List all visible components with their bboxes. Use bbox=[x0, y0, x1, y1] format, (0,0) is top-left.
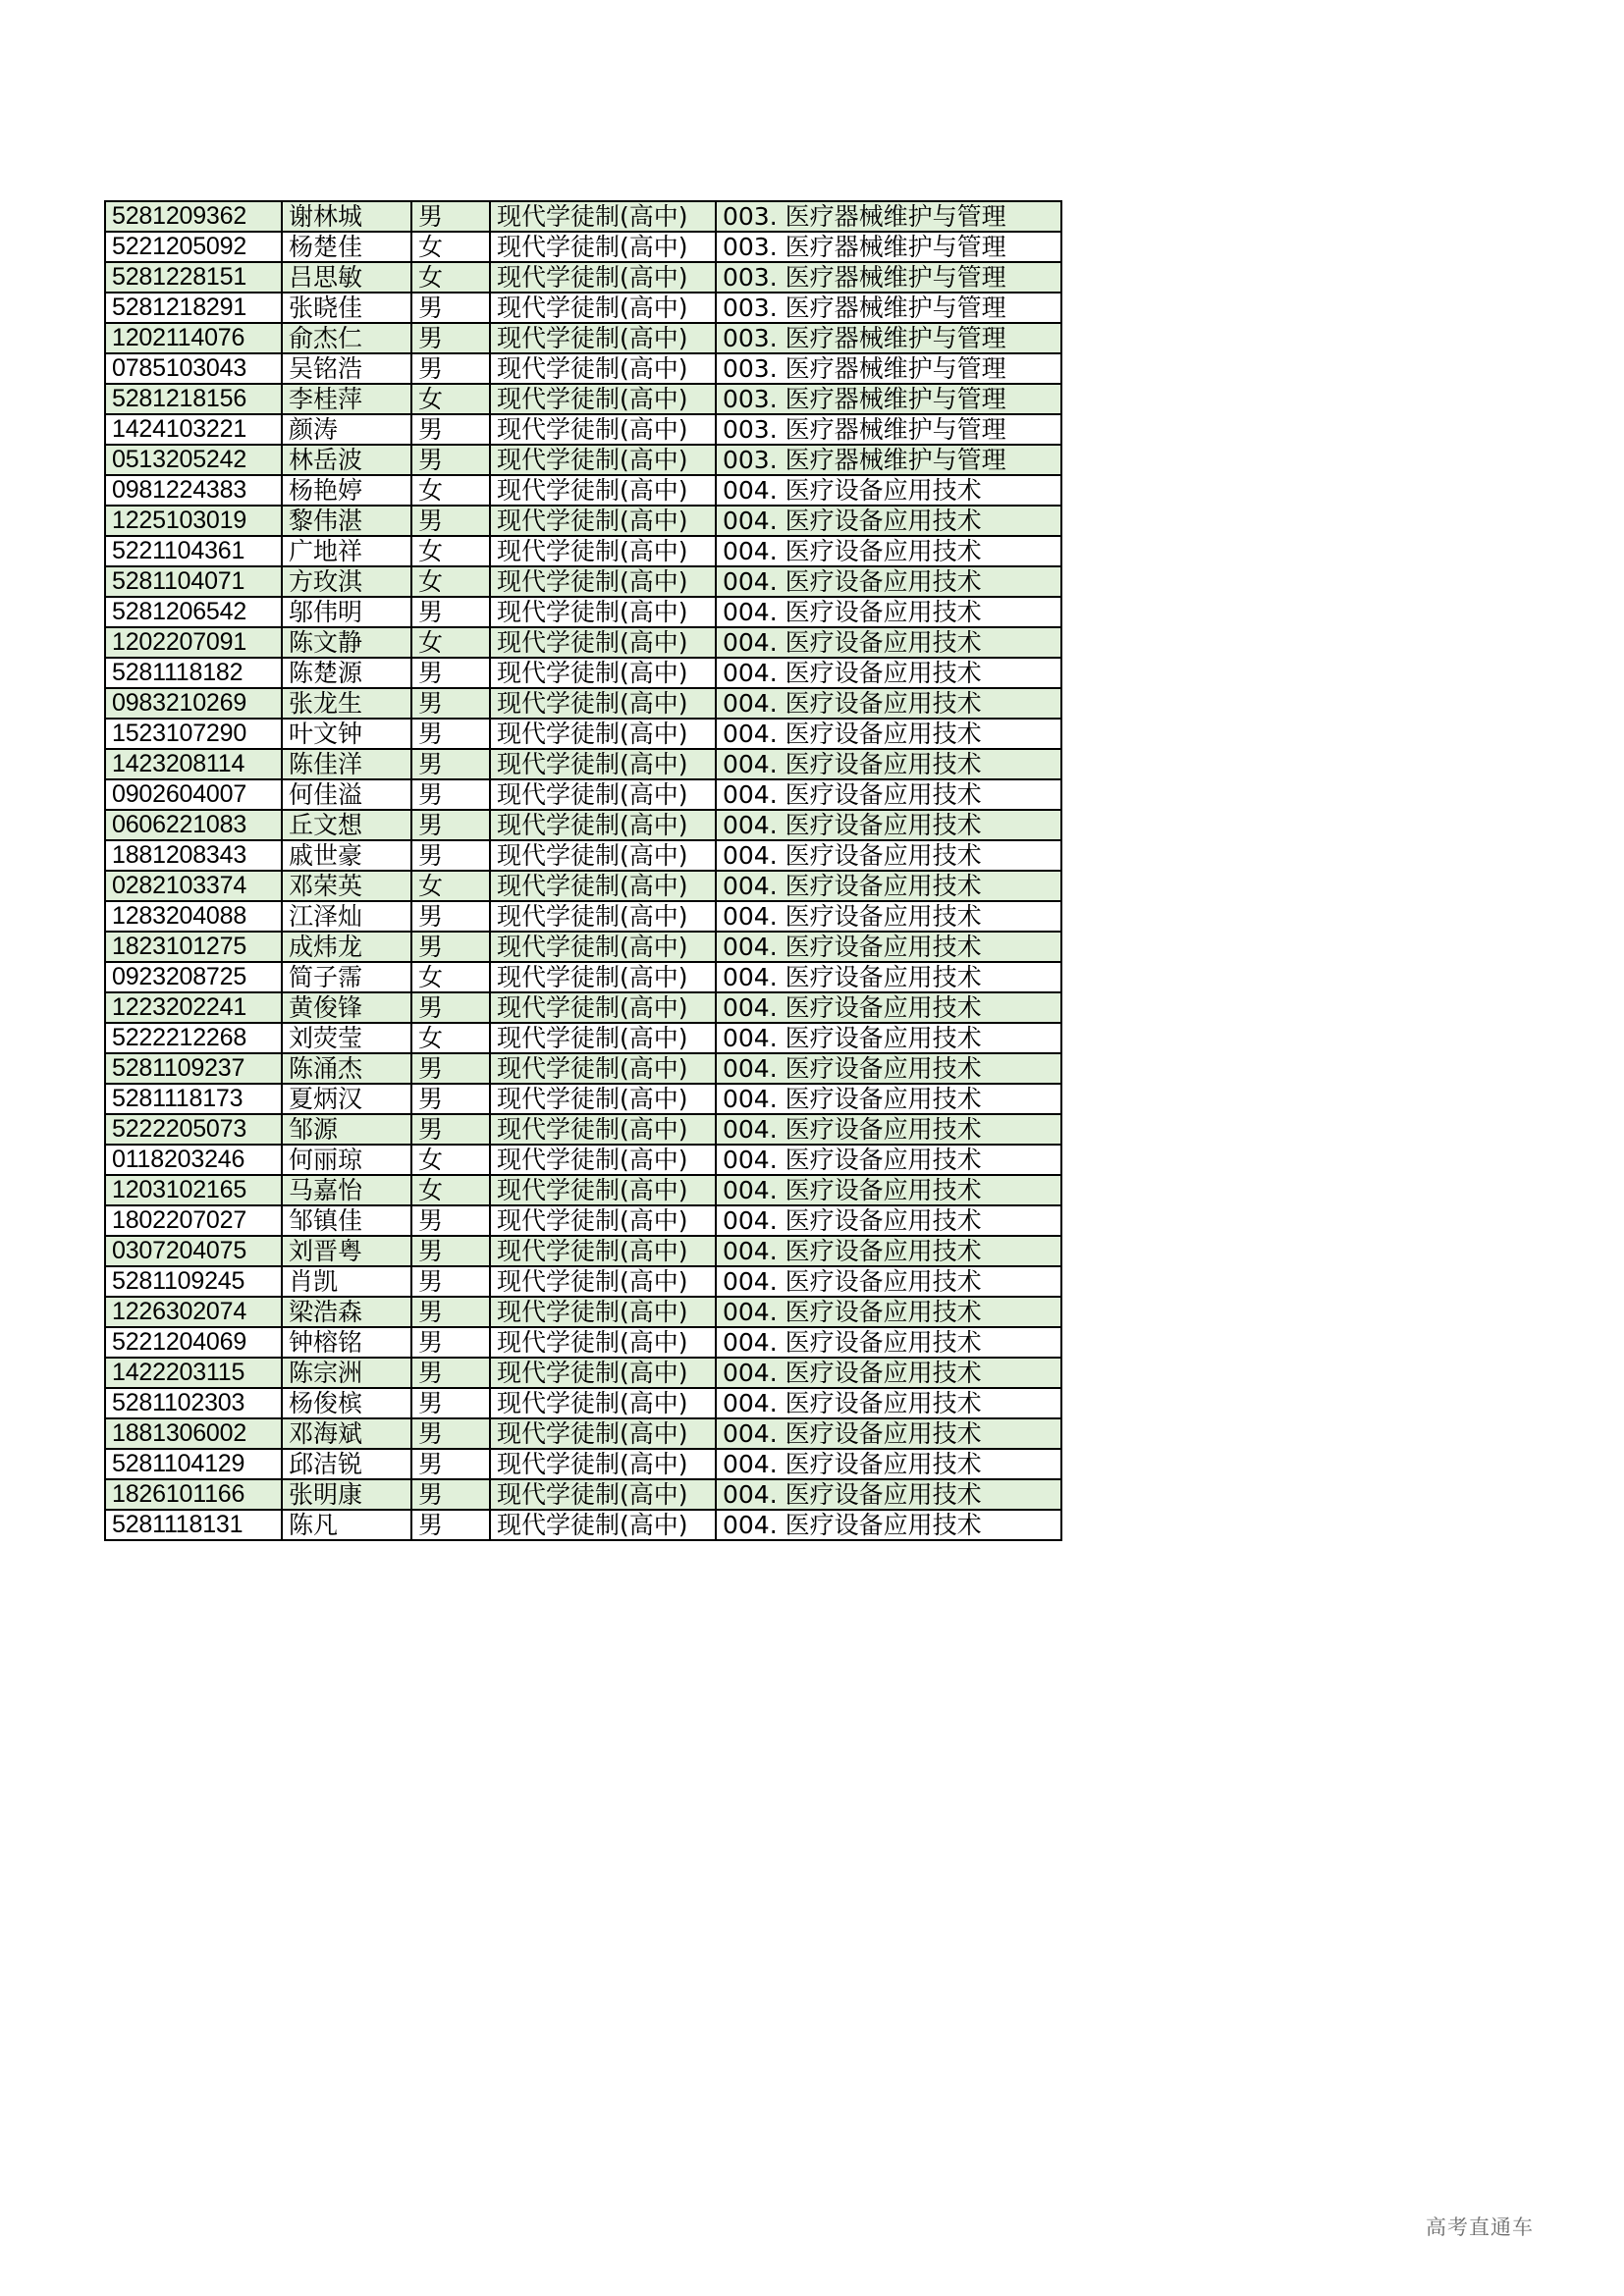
cell-admission-type: 现代学徒制(高中) bbox=[490, 293, 716, 323]
cell-candidate-name: 颜涛 bbox=[282, 414, 411, 445]
cell-candidate-name: 陈楚源 bbox=[282, 658, 411, 688]
cell-admission-type: 现代学徒制(高中) bbox=[490, 810, 716, 840]
cell-candidate-id: 0606221083 bbox=[105, 810, 282, 840]
cell-admission-type: 现代学徒制(高中) bbox=[490, 1084, 716, 1114]
cell-candidate-name: 叶文钟 bbox=[282, 719, 411, 749]
table-row bbox=[105, 536, 1061, 566]
table-row bbox=[105, 1388, 1061, 1418]
cell-candidate-id: 1881208343 bbox=[105, 840, 282, 871]
cell-admission-type: 现代学徒制(高中) bbox=[490, 1510, 716, 1540]
cell-major: 004. 医疗设备应用技术 bbox=[716, 719, 1061, 749]
cell-major: 003. 医疗器械维护与管理 bbox=[716, 445, 1061, 475]
cell-candidate-name: 陈佳洋 bbox=[282, 749, 411, 779]
cell-major: 004. 医疗设备应用技术 bbox=[716, 1114, 1061, 1145]
table-row bbox=[105, 932, 1061, 962]
table-row bbox=[105, 1266, 1061, 1297]
table-row bbox=[105, 719, 1061, 749]
cell-major: 004. 医疗设备应用技术 bbox=[716, 536, 1061, 566]
table-row bbox=[105, 627, 1061, 658]
cell-major: 003. 医疗器械维护与管理 bbox=[716, 414, 1061, 445]
cell-admission-type: 现代学徒制(高中) bbox=[490, 384, 716, 414]
cell-candidate-name: 杨艳婷 bbox=[282, 475, 411, 506]
cell-major: 004. 医疗设备应用技术 bbox=[716, 1297, 1061, 1327]
cell-major: 003. 医疗器械维护与管理 bbox=[716, 262, 1061, 293]
cell-gender: 男 bbox=[411, 597, 490, 627]
cell-candidate-id: 5281218156 bbox=[105, 384, 282, 414]
cell-candidate-name: 成炜龙 bbox=[282, 932, 411, 962]
cell-major: 004. 医疗设备应用技术 bbox=[716, 962, 1061, 992]
cell-major: 004. 医疗设备应用技术 bbox=[716, 779, 1061, 810]
cell-candidate-id: 1523107290 bbox=[105, 719, 282, 749]
cell-admission-type: 现代学徒制(高中) bbox=[490, 658, 716, 688]
cell-candidate-name: 马嘉怡 bbox=[282, 1175, 411, 1205]
table-row bbox=[105, 901, 1061, 932]
cell-candidate-id: 0307204075 bbox=[105, 1236, 282, 1266]
cell-admission-type: 现代学徒制(高中) bbox=[490, 992, 716, 1023]
cell-candidate-id: 1223202241 bbox=[105, 992, 282, 1023]
table-body bbox=[105, 201, 1061, 1540]
table-row bbox=[105, 1145, 1061, 1175]
cell-candidate-name: 夏炳汉 bbox=[282, 1084, 411, 1114]
cell-gender: 男 bbox=[411, 1236, 490, 1266]
cell-major: 003. 医疗器械维护与管理 bbox=[716, 232, 1061, 262]
cell-major: 003. 医疗器械维护与管理 bbox=[716, 293, 1061, 323]
cell-admission-type: 现代学徒制(高中) bbox=[490, 627, 716, 658]
cell-gender: 男 bbox=[411, 779, 490, 810]
cell-gender: 男 bbox=[411, 1418, 490, 1449]
cell-gender: 男 bbox=[411, 323, 490, 353]
cell-gender: 男 bbox=[411, 1388, 490, 1418]
cell-candidate-id: 0513205242 bbox=[105, 445, 282, 475]
cell-candidate-name: 刘荧莹 bbox=[282, 1023, 411, 1053]
table-row bbox=[105, 384, 1061, 414]
cell-candidate-name: 张明康 bbox=[282, 1479, 411, 1510]
table-row bbox=[105, 1236, 1061, 1266]
cell-admission-type: 现代学徒制(高中) bbox=[490, 932, 716, 962]
cell-candidate-name: 张晓佳 bbox=[282, 293, 411, 323]
cell-candidate-id: 5281118173 bbox=[105, 1084, 282, 1114]
cell-major: 003. 医疗器械维护与管理 bbox=[716, 323, 1061, 353]
cell-major: 004. 医疗设备应用技术 bbox=[716, 1358, 1061, 1388]
cell-gender: 女 bbox=[411, 232, 490, 262]
cell-candidate-name: 吕思敏 bbox=[282, 262, 411, 293]
cell-gender: 男 bbox=[411, 810, 490, 840]
cell-admission-type: 现代学徒制(高中) bbox=[490, 1266, 716, 1297]
cell-candidate-id: 5281118182 bbox=[105, 658, 282, 688]
cell-candidate-id: 1226302074 bbox=[105, 1297, 282, 1327]
table-row bbox=[105, 688, 1061, 719]
cell-admission-type: 现代学徒制(高中) bbox=[490, 262, 716, 293]
cell-candidate-id: 0785103043 bbox=[105, 353, 282, 384]
table-row bbox=[105, 871, 1061, 901]
cell-major: 004. 医疗设备应用技术 bbox=[716, 597, 1061, 627]
cell-candidate-id: 0118203246 bbox=[105, 1145, 282, 1175]
cell-candidate-id: 0981224383 bbox=[105, 475, 282, 506]
cell-candidate-id: 1225103019 bbox=[105, 506, 282, 536]
cell-gender: 男 bbox=[411, 1053, 490, 1084]
cell-major: 004. 医疗设备应用技术 bbox=[716, 627, 1061, 658]
table-row bbox=[105, 1479, 1061, 1510]
cell-admission-type: 现代学徒制(高中) bbox=[490, 1388, 716, 1418]
cell-candidate-name: 李桂萍 bbox=[282, 384, 411, 414]
cell-candidate-name: 谢林城 bbox=[282, 201, 411, 232]
cell-candidate-id: 5221104361 bbox=[105, 536, 282, 566]
cell-major: 004. 医疗设备应用技术 bbox=[716, 1327, 1061, 1358]
cell-gender: 男 bbox=[411, 1449, 490, 1479]
cell-major: 004. 医疗设备应用技术 bbox=[716, 475, 1061, 506]
cell-candidate-id: 1823101275 bbox=[105, 932, 282, 962]
table-row bbox=[105, 1449, 1061, 1479]
cell-candidate-id: 1202207091 bbox=[105, 627, 282, 658]
cell-major: 004. 医疗设备应用技术 bbox=[716, 1205, 1061, 1236]
cell-candidate-id: 5281102303 bbox=[105, 1388, 282, 1418]
cell-gender: 女 bbox=[411, 475, 490, 506]
table-row bbox=[105, 1023, 1061, 1053]
cell-gender: 男 bbox=[411, 1297, 490, 1327]
cell-major: 004. 医疗设备应用技术 bbox=[716, 749, 1061, 779]
table-row bbox=[105, 779, 1061, 810]
cell-gender: 男 bbox=[411, 1358, 490, 1388]
cell-major: 004. 医疗设备应用技术 bbox=[716, 1449, 1061, 1479]
cell-gender: 男 bbox=[411, 414, 490, 445]
cell-candidate-id: 5222205073 bbox=[105, 1114, 282, 1145]
cell-candidate-id: 5222212268 bbox=[105, 1023, 282, 1053]
cell-candidate-name: 方玫淇 bbox=[282, 566, 411, 597]
cell-major: 004. 医疗设备应用技术 bbox=[716, 901, 1061, 932]
table-row bbox=[105, 992, 1061, 1023]
cell-candidate-name: 邓海斌 bbox=[282, 1418, 411, 1449]
cell-gender: 男 bbox=[411, 1114, 490, 1145]
cell-candidate-id: 5281206542 bbox=[105, 597, 282, 627]
cell-candidate-name: 刘晋粤 bbox=[282, 1236, 411, 1266]
cell-admission-type: 现代学徒制(高中) bbox=[490, 962, 716, 992]
cell-admission-type: 现代学徒制(高中) bbox=[490, 1479, 716, 1510]
cell-admission-type: 现代学徒制(高中) bbox=[490, 506, 716, 536]
cell-gender: 女 bbox=[411, 962, 490, 992]
table-row bbox=[105, 1175, 1061, 1205]
table-row bbox=[105, 475, 1061, 506]
cell-major: 004. 医疗设备应用技术 bbox=[716, 566, 1061, 597]
cell-admission-type: 现代学徒制(高中) bbox=[490, 1418, 716, 1449]
cell-major: 004. 医疗设备应用技术 bbox=[716, 1145, 1061, 1175]
cell-major: 004. 医疗设备应用技术 bbox=[716, 506, 1061, 536]
cell-gender: 男 bbox=[411, 353, 490, 384]
cell-major: 004. 医疗设备应用技术 bbox=[716, 1479, 1061, 1510]
table-row bbox=[105, 1114, 1061, 1145]
cell-candidate-name: 广地祥 bbox=[282, 536, 411, 566]
cell-candidate-id: 0902604007 bbox=[105, 779, 282, 810]
cell-gender: 女 bbox=[411, 536, 490, 566]
cell-candidate-name: 黄俊锋 bbox=[282, 992, 411, 1023]
cell-admission-type: 现代学徒制(高中) bbox=[490, 232, 716, 262]
table-row bbox=[105, 1205, 1061, 1236]
cell-candidate-id: 0282103374 bbox=[105, 871, 282, 901]
cell-gender: 男 bbox=[411, 840, 490, 871]
table-row bbox=[105, 1053, 1061, 1084]
table-row bbox=[105, 1510, 1061, 1540]
table-row bbox=[105, 201, 1061, 232]
cell-candidate-name: 林岳波 bbox=[282, 445, 411, 475]
cell-candidate-name: 梁浩森 bbox=[282, 1297, 411, 1327]
cell-admission-type: 现代学徒制(高中) bbox=[490, 719, 716, 749]
cell-gender: 女 bbox=[411, 1023, 490, 1053]
cell-major: 004. 医疗设备应用技术 bbox=[716, 1388, 1061, 1418]
cell-admission-type: 现代学徒制(高中) bbox=[490, 353, 716, 384]
cell-major: 004. 医疗设备应用技术 bbox=[716, 1053, 1061, 1084]
cell-admission-type: 现代学徒制(高中) bbox=[490, 1205, 716, 1236]
cell-candidate-id: 1423208114 bbox=[105, 749, 282, 779]
cell-gender: 女 bbox=[411, 871, 490, 901]
cell-admission-type: 现代学徒制(高中) bbox=[490, 1145, 716, 1175]
cell-candidate-id: 5281109237 bbox=[105, 1053, 282, 1084]
cell-candidate-id: 1826101166 bbox=[105, 1479, 282, 1510]
cell-candidate-name: 丘文想 bbox=[282, 810, 411, 840]
cell-gender: 男 bbox=[411, 1205, 490, 1236]
cell-admission-type: 现代学徒制(高中) bbox=[490, 871, 716, 901]
table-row bbox=[105, 658, 1061, 688]
cell-major: 003. 医疗器械维护与管理 bbox=[716, 201, 1061, 232]
cell-major: 004. 医疗设备应用技术 bbox=[716, 932, 1061, 962]
cell-gender: 男 bbox=[411, 992, 490, 1023]
cell-admission-type: 现代学徒制(高中) bbox=[490, 1449, 716, 1479]
table-row bbox=[105, 323, 1061, 353]
cell-major: 004. 医疗设备应用技术 bbox=[716, 1175, 1061, 1205]
cell-admission-type: 现代学徒制(高中) bbox=[490, 901, 716, 932]
cell-gender: 女 bbox=[411, 1145, 490, 1175]
table-row bbox=[105, 1418, 1061, 1449]
cell-gender: 男 bbox=[411, 719, 490, 749]
cell-candidate-name: 邹镇佳 bbox=[282, 1205, 411, 1236]
cell-major: 004. 医疗设备应用技术 bbox=[716, 1023, 1061, 1053]
cell-candidate-id: 5281104129 bbox=[105, 1449, 282, 1479]
cell-admission-type: 现代学徒制(高中) bbox=[490, 1327, 716, 1358]
cell-major: 004. 医疗设备应用技术 bbox=[716, 992, 1061, 1023]
cell-candidate-name: 俞杰仁 bbox=[282, 323, 411, 353]
cell-candidate-name: 吴铭浩 bbox=[282, 353, 411, 384]
table-row bbox=[105, 810, 1061, 840]
cell-admission-type: 现代学徒制(高中) bbox=[490, 597, 716, 627]
table-row bbox=[105, 1327, 1061, 1358]
cell-candidate-name: 陈文静 bbox=[282, 627, 411, 658]
cell-major: 004. 医疗设备应用技术 bbox=[716, 1236, 1061, 1266]
cell-gender: 男 bbox=[411, 1084, 490, 1114]
cell-candidate-name: 杨俊槟 bbox=[282, 1388, 411, 1418]
cell-candidate-name: 邱洁锐 bbox=[282, 1449, 411, 1479]
cell-admission-type: 现代学徒制(高中) bbox=[490, 566, 716, 597]
cell-candidate-id: 5281218291 bbox=[105, 293, 282, 323]
cell-candidate-name: 黎伟湛 bbox=[282, 506, 411, 536]
table-row bbox=[105, 445, 1061, 475]
cell-admission-type: 现代学徒制(高中) bbox=[490, 1023, 716, 1053]
cell-major: 004. 医疗设备应用技术 bbox=[716, 688, 1061, 719]
cell-major: 004. 医疗设备应用技术 bbox=[716, 840, 1061, 871]
cell-admission-type: 现代学徒制(高中) bbox=[490, 840, 716, 871]
cell-candidate-name: 陈宗洲 bbox=[282, 1358, 411, 1388]
cell-candidate-name: 邬伟明 bbox=[282, 597, 411, 627]
cell-candidate-id: 0983210269 bbox=[105, 688, 282, 719]
cell-candidate-id: 1283204088 bbox=[105, 901, 282, 932]
cell-candidate-name: 陈涌杰 bbox=[282, 1053, 411, 1084]
cell-candidate-id: 1422203115 bbox=[105, 1358, 282, 1388]
cell-candidate-id: 5221205092 bbox=[105, 232, 282, 262]
cell-candidate-id: 5281209362 bbox=[105, 201, 282, 232]
admission-roster-table bbox=[104, 200, 1062, 1541]
cell-candidate-name: 杨楚佳 bbox=[282, 232, 411, 262]
cell-candidate-name: 张龙生 bbox=[282, 688, 411, 719]
cell-major: 004. 医疗设备应用技术 bbox=[716, 810, 1061, 840]
cell-gender: 男 bbox=[411, 932, 490, 962]
table-row bbox=[105, 566, 1061, 597]
cell-major: 004. 医疗设备应用技术 bbox=[716, 1084, 1061, 1114]
cell-candidate-id: 1802207027 bbox=[105, 1205, 282, 1236]
table-row bbox=[105, 293, 1061, 323]
table-row bbox=[105, 232, 1061, 262]
table-row bbox=[105, 506, 1061, 536]
table-row bbox=[105, 962, 1061, 992]
cell-gender: 男 bbox=[411, 749, 490, 779]
cell-admission-type: 现代学徒制(高中) bbox=[490, 1114, 716, 1145]
cell-candidate-name: 肖凯 bbox=[282, 1266, 411, 1297]
cell-gender: 男 bbox=[411, 658, 490, 688]
cell-gender: 女 bbox=[411, 384, 490, 414]
table-row bbox=[105, 840, 1061, 871]
cell-candidate-name: 陈凡 bbox=[282, 1510, 411, 1540]
cell-admission-type: 现代学徒制(高中) bbox=[490, 1053, 716, 1084]
cell-candidate-id: 5281228151 bbox=[105, 262, 282, 293]
cell-candidate-id: 5281104071 bbox=[105, 566, 282, 597]
cell-candidate-name: 邓荣英 bbox=[282, 871, 411, 901]
table-row bbox=[105, 1084, 1061, 1114]
cell-candidate-id: 0923208725 bbox=[105, 962, 282, 992]
cell-gender: 男 bbox=[411, 1510, 490, 1540]
table-row bbox=[105, 597, 1061, 627]
cell-candidate-id: 1203102165 bbox=[105, 1175, 282, 1205]
cell-admission-type: 现代学徒制(高中) bbox=[490, 475, 716, 506]
cell-admission-type: 现代学徒制(高中) bbox=[490, 414, 716, 445]
cell-gender: 男 bbox=[411, 506, 490, 536]
table-row bbox=[105, 1358, 1061, 1388]
watermark: 高考直通车 bbox=[1426, 2216, 1534, 2239]
cell-major: 003. 医疗器械维护与管理 bbox=[716, 384, 1061, 414]
cell-candidate-id: 1881306002 bbox=[105, 1418, 282, 1449]
cell-gender: 男 bbox=[411, 1266, 490, 1297]
cell-admission-type: 现代学徒制(高中) bbox=[490, 779, 716, 810]
cell-candidate-name: 戚世豪 bbox=[282, 840, 411, 871]
cell-admission-type: 现代学徒制(高中) bbox=[490, 1236, 716, 1266]
cell-candidate-name: 钟榕铭 bbox=[282, 1327, 411, 1358]
cell-candidate-id: 5281109245 bbox=[105, 1266, 282, 1297]
cell-gender: 男 bbox=[411, 293, 490, 323]
cell-candidate-name: 江泽灿 bbox=[282, 901, 411, 932]
cell-major: 003. 医疗器械维护与管理 bbox=[716, 353, 1061, 384]
cell-admission-type: 现代学徒制(高中) bbox=[490, 749, 716, 779]
cell-candidate-name: 何佳溢 bbox=[282, 779, 411, 810]
table-row bbox=[105, 1297, 1061, 1327]
cell-admission-type: 现代学徒制(高中) bbox=[490, 201, 716, 232]
cell-gender: 男 bbox=[411, 201, 490, 232]
cell-admission-type: 现代学徒制(高中) bbox=[490, 1175, 716, 1205]
cell-admission-type: 现代学徒制(高中) bbox=[490, 1358, 716, 1388]
cell-major: 004. 医疗设备应用技术 bbox=[716, 1418, 1061, 1449]
cell-gender: 男 bbox=[411, 901, 490, 932]
cell-gender: 女 bbox=[411, 1175, 490, 1205]
table-row bbox=[105, 414, 1061, 445]
cell-candidate-id: 5221204069 bbox=[105, 1327, 282, 1358]
cell-candidate-id: 5281118131 bbox=[105, 1510, 282, 1540]
cell-admission-type: 现代学徒制(高中) bbox=[490, 536, 716, 566]
cell-candidate-id: 1424103221 bbox=[105, 414, 282, 445]
cell-gender: 男 bbox=[411, 1327, 490, 1358]
table-row bbox=[105, 749, 1061, 779]
cell-gender: 女 bbox=[411, 566, 490, 597]
cell-gender: 女 bbox=[411, 262, 490, 293]
cell-major: 004. 医疗设备应用技术 bbox=[716, 658, 1061, 688]
cell-admission-type: 现代学徒制(高中) bbox=[490, 688, 716, 719]
cell-gender: 女 bbox=[411, 627, 490, 658]
cell-major: 004. 医疗设备应用技术 bbox=[716, 1266, 1061, 1297]
cell-admission-type: 现代学徒制(高中) bbox=[490, 445, 716, 475]
cell-candidate-name: 简子霈 bbox=[282, 962, 411, 992]
cell-gender: 男 bbox=[411, 445, 490, 475]
cell-admission-type: 现代学徒制(高中) bbox=[490, 1297, 716, 1327]
table-row bbox=[105, 262, 1061, 293]
cell-gender: 男 bbox=[411, 1479, 490, 1510]
cell-major: 004. 医疗设备应用技术 bbox=[716, 1510, 1061, 1540]
cell-candidate-id: 1202114076 bbox=[105, 323, 282, 353]
cell-gender: 男 bbox=[411, 688, 490, 719]
table-row bbox=[105, 353, 1061, 384]
cell-major: 004. 医疗设备应用技术 bbox=[716, 871, 1061, 901]
cell-admission-type: 现代学徒制(高中) bbox=[490, 323, 716, 353]
cell-candidate-name: 何丽琼 bbox=[282, 1145, 411, 1175]
cell-candidate-name: 邹源 bbox=[282, 1114, 411, 1145]
